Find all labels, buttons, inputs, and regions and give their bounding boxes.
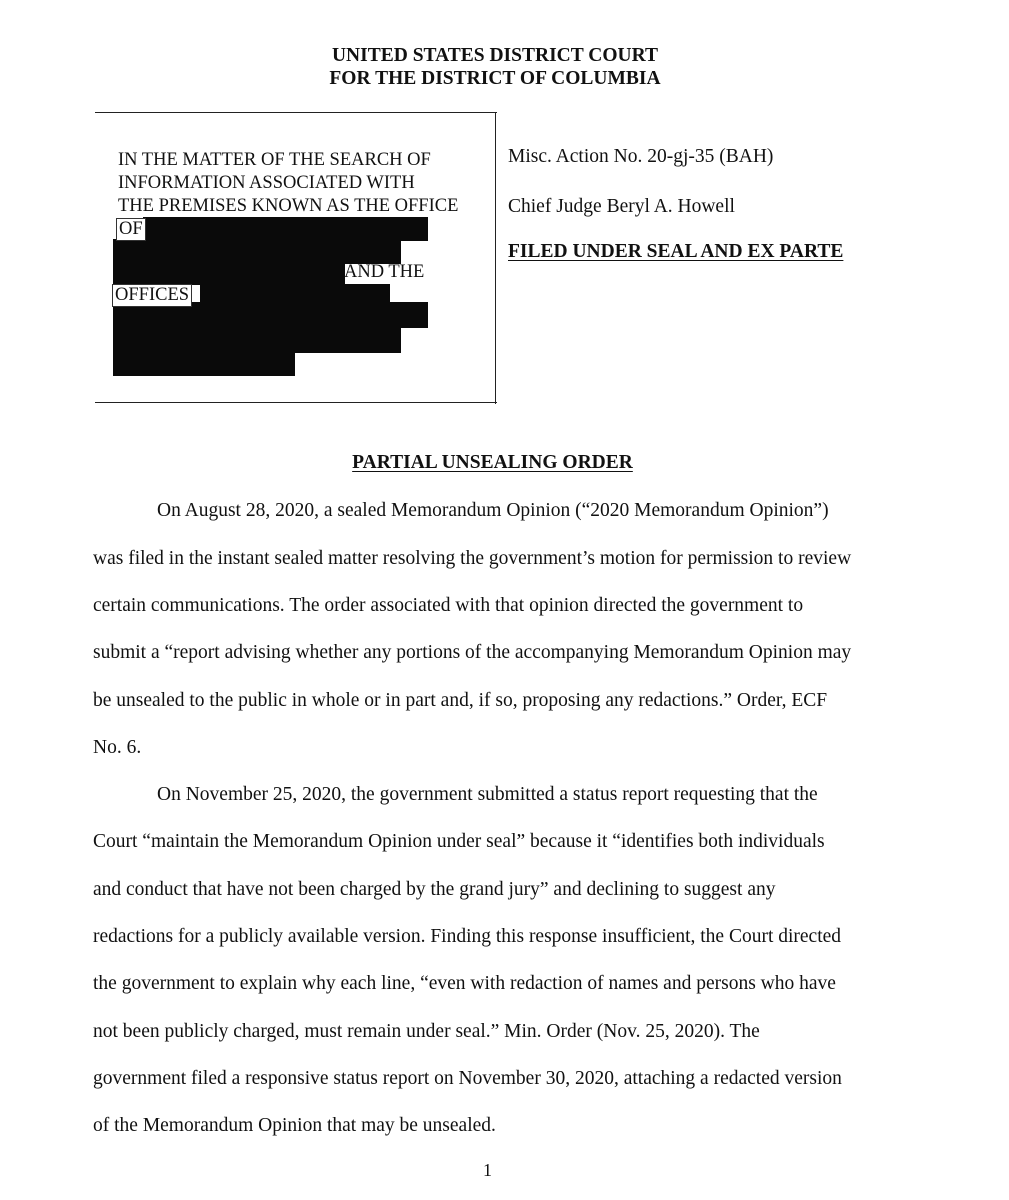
paragraph-2-line: redactions for a publicly available version. Finding this response insufficient, the Court directed — [93, 926, 842, 947]
caption-line-1: IN THE MATTER OF THE SEARCH OF — [118, 150, 431, 170]
paragraph-2-line: not been publicly charged, must remain under seal.” Min. Order (Nov. 25, 2020). The — [93, 1021, 760, 1042]
caption-line-3: THE PREMISES KNOWN AS THE OFFICE — [118, 196, 459, 216]
court-heading-line-2: FOR THE DISTRICT OF COLUMBIA — [329, 68, 661, 89]
paragraph-1-line: On August 28, 2020, a sealed Memorandum Opinion (“2020 Memorandum Opinion”) — [157, 500, 829, 521]
caption-word-and-the: AND THE — [344, 262, 425, 282]
judge-name: Chief Judge Beryl A. Howell — [508, 196, 735, 217]
paragraph-1-line: No. 6. — [93, 737, 142, 758]
redaction-block — [143, 217, 428, 241]
action-number: Misc. Action No. 20-gj-35 (BAH) — [508, 146, 774, 167]
paragraph-1-line: was filed in the instant sealed matter resolving the government’s motion for permission to review — [93, 548, 852, 569]
paragraph-2-line: government filed a responsive status report on November 30, 2020, attaching a redacted version — [93, 1068, 842, 1089]
court-heading-line-1: UNITED STATES DISTRICT COURT — [331, 45, 659, 66]
paragraph-1-line: certain communications. The order associated with that opinion directed the government to — [93, 595, 804, 616]
page-number: 1 — [483, 1160, 492, 1180]
caption-line-2: INFORMATION ASSOCIATED WITH — [118, 173, 415, 193]
caption-word-offices: OFFICES — [112, 284, 192, 307]
paragraph-2-line: the government to explain why each line, “even with redaction of names and persons who have — [93, 973, 836, 994]
redaction-block — [113, 239, 428, 240]
court-heading — [0, 44, 990, 90]
order-title: PARTIAL UNSEALING ORDER — [352, 452, 633, 473]
caption-word-of: OF — [116, 218, 146, 241]
paragraph-1-line: submit a “report advising whether any portions of the accompanying Memorandum Opinion may — [93, 642, 852, 663]
caption-box-bottom-rule — [95, 402, 497, 403]
redaction-block — [113, 327, 401, 353]
redaction-block — [113, 352, 295, 376]
paragraph-1-line: be unsealed to the public in whole or in part and, if so, proposing any redactions.” Order, ECF — [93, 690, 828, 711]
redaction-block — [113, 240, 401, 264]
paragraph-2-line: Court “maintain the Memorandum Opinion under seal” because it “identifies both individuals — [93, 831, 825, 852]
caption-box-top-rule — [95, 112, 497, 113]
caption-box-right-rule — [495, 112, 496, 404]
paragraph-2-line: On November 25, 2020, the government submitted a status report requesting that the — [157, 784, 818, 805]
redaction-block — [113, 263, 345, 285]
paragraph-2-line: and conduct that have not been charged by the grand jury” and declining to suggest any — [93, 879, 776, 900]
case-caption — [118, 149, 458, 218]
paragraph-2-line: of the Memorandum Opinion that may be unsealed. — [93, 1115, 496, 1136]
seal-notice: FILED UNDER SEAL AND EX PARTE — [508, 241, 844, 262]
redaction-block — [200, 284, 390, 304]
